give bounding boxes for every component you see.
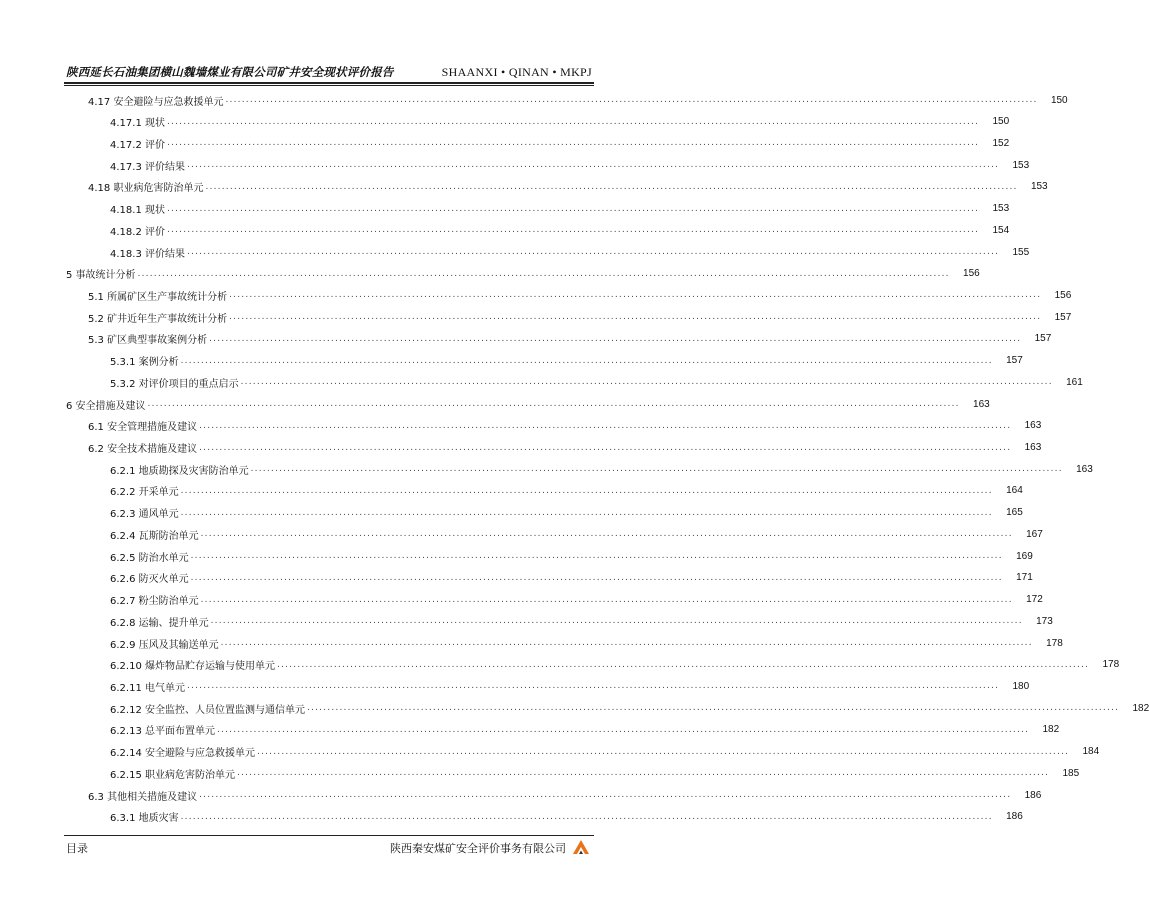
toc-entry-page: 156 (963, 268, 980, 280)
toc-entry[interactable] (66, 415, 1042, 437)
toc-dot-leader: ........................................................................................................................................................................................................ (167, 203, 980, 214)
toc-entry[interactable] (66, 806, 1023, 828)
toc-dot-leader: ........................................................................................................................................................................................................ (167, 225, 980, 236)
toc-entry-label: 6.2.13 总平面布置单元 (110, 726, 215, 738)
toc-entry-label: 6.2.15 职业病危害防治单元 (110, 769, 235, 781)
toc-entry-label: 5.3.2 对评价项目的重点启示 (110, 378, 239, 390)
toc-entry[interactable] (66, 132, 1010, 154)
toc-entry-label: 5 事故统计分析 (66, 270, 136, 282)
toc-entry[interactable] (66, 328, 1052, 350)
toc-entry-page: 157 (1006, 355, 1023, 367)
toc-entry-label: 6.2.3 通风单元 (110, 509, 179, 521)
toc-entry-page: 163 (1024, 420, 1042, 432)
toc-entry-page: 153 (1030, 181, 1048, 193)
toc-entry-page: 178 (1046, 637, 1063, 649)
toc-entry-label: 6.2.8 运输、提升单元 (110, 617, 209, 629)
toc-dot-leader: ........................................................................................................................................................................................................ (199, 420, 1012, 431)
toc-entry[interactable] (66, 762, 1080, 784)
toc-dot-leader: ........................................................................................................................................................................................................ (180, 811, 993, 822)
toc-entry[interactable] (66, 480, 1023, 502)
toc-entry-label: 6.2.11 电气单元 (110, 682, 185, 694)
toc-entry[interactable] (66, 284, 1072, 306)
toc-entry[interactable] (66, 437, 1042, 459)
toc-entry-page: 173 (1036, 615, 1053, 627)
toc-entry-page: 186 (1024, 789, 1042, 801)
toc-entry-page: 169 (1016, 550, 1033, 562)
toc-entry[interactable] (66, 719, 1060, 741)
toc-dot-leader: ........................................................................................................................................................................................................ (237, 768, 1050, 779)
toc-entry-label: 6.2.5 防治水单元 (110, 552, 189, 564)
toc-entry-label: 6.2.6 防灭火单元 (110, 574, 189, 586)
toc-entry[interactable] (66, 263, 980, 285)
toc-entry-page: 155 (1012, 246, 1030, 258)
company-logo-icon (572, 838, 590, 856)
toc-entry-page: 167 (1026, 528, 1043, 540)
toc-entry-label: 6.2.2 开采单元 (110, 487, 179, 499)
toc-entry-label: 6 安全措施及建议 (66, 400, 146, 412)
toc-dot-leader: ........................................................................................................................................................................................................ (240, 377, 1053, 388)
toc-dot-leader: ........................................................................................................................................................................................................ (180, 507, 993, 518)
toc-entry-page: 185 (1062, 767, 1080, 779)
toc-entry-label: 6.2.10 爆炸物品贮存运输与使用单元 (110, 661, 275, 673)
toc-entry[interactable] (66, 502, 1023, 524)
toc-entry-page: 180 (1012, 680, 1030, 692)
toc-entry[interactable] (66, 111, 1010, 133)
toc-entry-label: 5.3 矿区典型事故案例分析 (88, 335, 208, 347)
toc-entry[interactable] (66, 654, 1120, 676)
toc-entry-page: 153 (1012, 159, 1030, 171)
toc-dot-leader: ........................................................................................................................................................................................................ (190, 572, 1003, 583)
toc-dot-leader: ........................................................................................................................................................................................................ (187, 247, 1000, 258)
toc-dot-leader: ........................................................................................................................................................................................................ (210, 616, 1023, 627)
toc-dot-leader: ........................................................................................................................................................................................................ (199, 442, 1012, 453)
toc-entry[interactable] (66, 350, 1023, 372)
toc-dot-leader: ........................................................................................................................................................................................................ (167, 138, 980, 149)
toc-entry[interactable] (66, 89, 1068, 111)
toc-entry[interactable] (66, 198, 1010, 220)
toc-dot-leader: ........................................................................................................................................................................................................ (180, 485, 993, 496)
toc-entry-page: 171 (1016, 572, 1033, 584)
toc-entry[interactable] (66, 458, 1093, 480)
toc-entry-page: 152 (992, 137, 1010, 149)
toc-dot-leader: ........................................................................................................................................................................................................ (225, 95, 1038, 105)
toc-entry[interactable] (66, 371, 1083, 393)
toc-entry[interactable] (66, 241, 1030, 263)
toc-entry-page: 154 (992, 224, 1010, 236)
toc-entry-label: 4.18.1 现状 (110, 205, 165, 217)
toc-entry[interactable] (66, 219, 1010, 241)
toc-dot-leader: ........................................................................................................................................................................................................ (277, 659, 1090, 670)
toc-dot-leader: ........................................................................................................................................................................................................ (187, 681, 1000, 692)
toc-entry[interactable] (66, 306, 1072, 328)
toc-entry-label: 4.18 职业病危害防治单元 (88, 183, 204, 195)
toc-entry-page: 150 (992, 116, 1010, 128)
toc-entry-page: 163 (1024, 442, 1042, 454)
toc-dot-leader: ........................................................................................................................................................................................................ (180, 355, 993, 366)
toc-dot-leader: ........................................................................................................................................................................................................ (199, 790, 1012, 801)
footer-rule (64, 835, 594, 836)
toc-dot-leader: ........................................................................................................................................................................................................ (200, 594, 1013, 605)
toc-entry-label: 6.3 其他相关措施及建议 (88, 791, 198, 803)
toc-entry-label: 4.17.3 评价结果 (110, 161, 185, 173)
toc-entry[interactable] (66, 393, 990, 415)
toc-entry[interactable] (66, 610, 1053, 632)
toc-entry-label: 6.2.1 地质勘探及灾害防治单元 (110, 465, 249, 477)
toc-entry-label: 6.2.4 瓦斯防治单元 (110, 530, 199, 542)
footer-section-label: 目录 (66, 842, 88, 855)
footer-company-name: 陕西秦安煤矿安全评价事务有限公司 (390, 842, 566, 855)
header-rule-thin (64, 85, 594, 86)
toc-entry-label: 6.2 安全技术措施及建议 (88, 444, 198, 456)
toc-dot-leader: ........................................................................................................................................................................................................ (137, 268, 950, 279)
toc-entry-page: 157 (1054, 311, 1072, 323)
report-code: SHAANXI • QINAN • MKPJ (441, 65, 592, 79)
toc-entry-page: 150 (1050, 94, 1068, 106)
toc-entry[interactable] (66, 697, 1149, 719)
toc-entry[interactable] (66, 545, 1033, 567)
report-title: 陕西延长石油集团横山魏墙煤业有限公司矿井安全现状评价报告 (66, 65, 394, 79)
toc-dot-leader: ........................................................................................................................................................................................................ (209, 333, 1022, 344)
toc-entry[interactable] (66, 741, 1100, 763)
toc-entry-page: 157 (1034, 333, 1052, 345)
toc-dot-leader: ........................................................................................................................................................................................................ (217, 724, 1030, 735)
toc-entry-page: 184 (1082, 746, 1100, 758)
toc-entry[interactable] (66, 784, 1042, 806)
header-rule (64, 82, 594, 84)
toc-entry-page: 161 (1066, 376, 1083, 388)
toc-entry[interactable] (66, 523, 1043, 545)
toc-entry-label: 4.18.2 评价 (110, 226, 165, 238)
toc-entry-page: 163 (973, 398, 990, 410)
toc-entry-page: 163 (1076, 463, 1093, 475)
toc-dot-leader: ........................................................................................................................................................................................................ (250, 464, 1063, 475)
toc-entry-label: 6.2.12 安全监控、人员位置监测与通信单元 (110, 704, 305, 716)
toc-entry-label: 4.17.1 现状 (110, 118, 165, 130)
toc-dot-leader: ........................................................................................................................................................................................................ (187, 160, 1000, 171)
page-header (66, 58, 592, 80)
toc-entry-page: 153 (992, 203, 1010, 215)
toc-dot-leader: ........................................................................................................................................................................................................ (200, 529, 1013, 540)
toc-entry-label: 4.17.2 评价 (110, 139, 165, 151)
toc-entry-page: 182 (1132, 702, 1149, 714)
toc-entry[interactable] (66, 675, 1030, 697)
toc-entry-page: 156 (1054, 289, 1072, 301)
toc-dot-leader: ........................................................................................................................................................................................................ (147, 399, 960, 410)
toc-entry[interactable] (66, 154, 1030, 176)
toc-entry-label: 5.1 所属矿区生产事故统计分析 (88, 291, 228, 303)
toc-dot-leader: ........................................................................................................................................................................................................ (307, 703, 1120, 714)
toc-dot-leader: ........................................................................................................................................................................................................ (167, 116, 980, 127)
toc-entry-page: 182 (1042, 724, 1060, 736)
toc-entry-page: 165 (1006, 507, 1023, 519)
toc-entry-label: 6.1 安全管理措施及建议 (88, 422, 198, 434)
toc-entry[interactable] (66, 589, 1043, 611)
toc-entry-label: 5.2 矿井近年生产事故统计分析 (88, 313, 228, 325)
toc-entry-page: 164 (1006, 485, 1023, 497)
toc-dot-leader: ........................................................................................................................................................................................................ (205, 181, 1018, 192)
toc-dot-leader: ........................................................................................................................................................................................................ (190, 551, 1003, 562)
toc-entry-page: 178 (1102, 659, 1120, 671)
toc-entry-label: 5.3.1 案例分析 (110, 357, 179, 369)
toc-dot-leader: ........................................................................................................................................................................................................ (220, 638, 1033, 648)
toc-entry-page: 186 (1006, 811, 1023, 823)
toc-entry-label: 6.3.1 地质灾害 (110, 813, 179, 825)
toc-entry-label: 6.2.7 粉尘防治单元 (110, 596, 199, 608)
toc-entry-label: 6.2.14 安全避险与应急救援单元 (110, 748, 255, 760)
toc-dot-leader: ........................................................................................................................................................................................................ (229, 290, 1042, 301)
toc-entry[interactable] (66, 632, 1063, 654)
toc-entry-label: 6.2.9 压风及其输送单元 (110, 639, 219, 651)
toc-entry-label: 4.18.3 评价结果 (110, 248, 185, 260)
toc-dot-leader: ........................................................................................................................................................................................................ (229, 312, 1042, 323)
toc-entry[interactable] (66, 176, 1048, 198)
toc-entry-page: 172 (1026, 594, 1043, 606)
toc-dot-leader: ........................................................................................................................................................................................................ (257, 746, 1070, 757)
toc-entry-label: 4.17 安全避险与应急救援单元 (88, 96, 224, 108)
toc-entry[interactable] (66, 567, 1033, 589)
